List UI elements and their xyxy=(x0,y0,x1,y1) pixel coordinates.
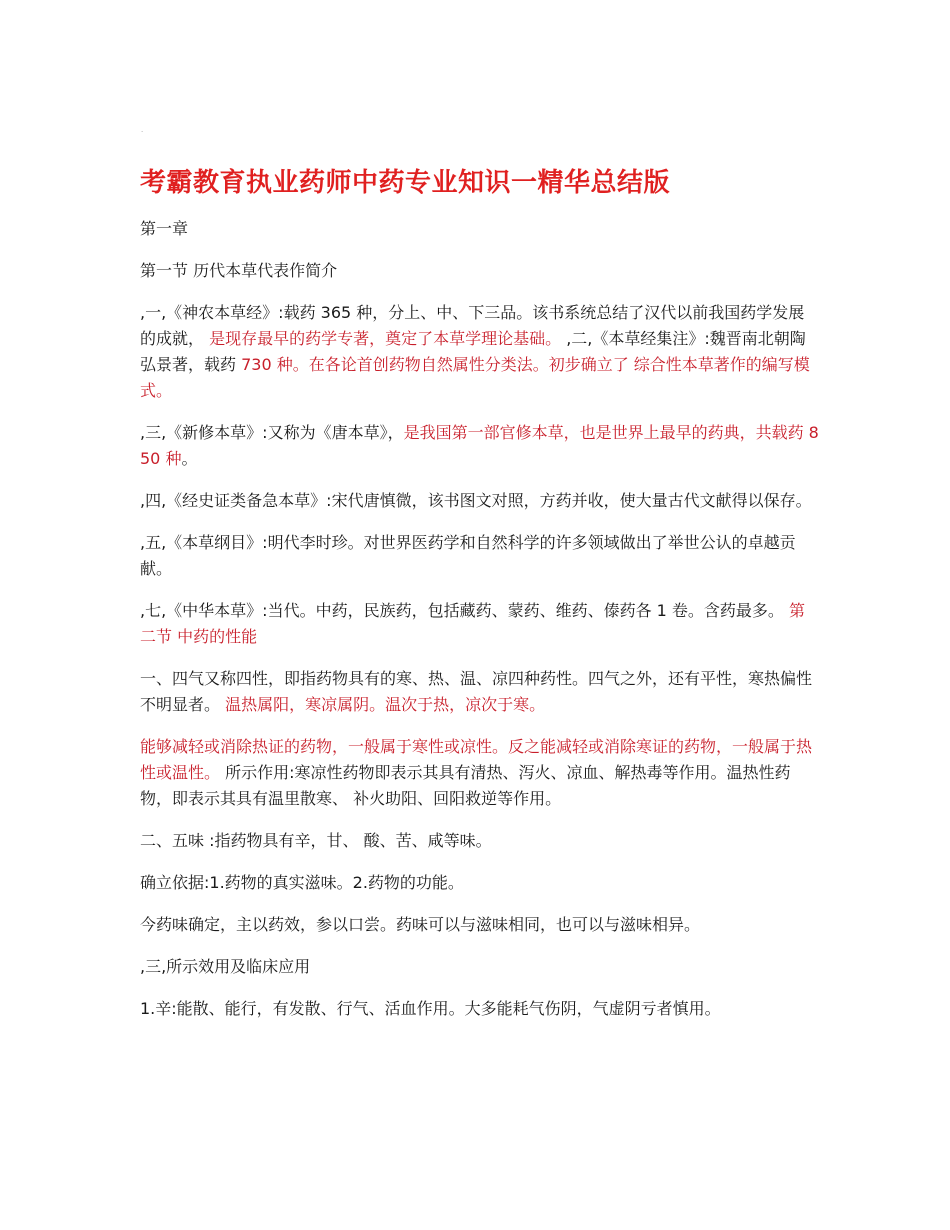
highlight-text: 是我国第一部官修本草，也是世界上最早的药典，共载药 850 种 xyxy=(140,423,819,468)
document-title: 考霸教育执业药师中药专业知识一精华总结版 xyxy=(140,168,671,198)
paragraph-zhonghua xyxy=(140,598,820,650)
paragraph-text: ,一,《神农本草经》:载药 365 种，分上、中、下三品。该书系统总结了汉代以前我国药学发展的成就， xyxy=(140,303,805,348)
paragraph-text: 。 xyxy=(181,449,198,468)
paragraph-text: ,二,《本草经集注》:魏晋南北朝陶弘景著，载药 xyxy=(140,329,806,374)
page-mark: · xyxy=(141,128,144,136)
highlight-text: 温热属阳，寒凉属阴。温次于热，凉次于寒。 xyxy=(225,695,546,714)
document-body xyxy=(140,216,820,1038)
highlight-text: 是现存最早的药学专著，奠定了本草学理论基础。 xyxy=(209,329,562,348)
highlight-text: 能够减轻或消除热证的药物，一般属于寒性或凉性。反之能减轻或消除寒证的药物，一般属于热性或温性。 xyxy=(140,737,813,782)
paragraph-bencao-gangmu: ,五,《本草纲目》:明代李时珍。对世界医药学和自然科学的许多领域做出了举世公认的卓越贡献。 xyxy=(140,533,796,578)
paragraph-jingshi: ,四,《经史证类备急本草》:宋代唐慎微，该书图文对照，方药并收，使大量古代文献得以保存。 xyxy=(140,491,812,510)
paragraph-text: ,三,《新修本草》:又称为《唐本草》， xyxy=(140,423,404,442)
section-heading-inline: 第二节 中药的性能 xyxy=(140,601,806,646)
paragraph-text: ,七,《中华本草》:当代。中药，民族药，包括藏药、蒙药、维药、傣药各 1 卷。含药最多。 xyxy=(140,601,784,620)
section-heading: 第一节 历代本草代表作简介 xyxy=(140,261,338,280)
paragraph-yiju: 确立依据:1.药物的真实滋味。2.药物的功能。 xyxy=(140,873,464,892)
paragraph-xinxiu xyxy=(140,420,820,472)
paragraph-wuwei: 二、五味 :指药物具有辛，甘、 酸、苦、咸等味。 xyxy=(140,831,492,850)
paragraph-text: 所示作用:寒凉性药物即表示其具有清热、泻火、凉血、解热毒等作用。温热性药物，即表示其具有温里散寒、 补火助阳、回阳救逆等作用。 xyxy=(140,763,791,808)
chapter-heading: 第一章 xyxy=(140,219,189,238)
paragraph-siqi xyxy=(140,666,820,718)
paragraph-hanre xyxy=(140,734,820,812)
paragraph-text: 一、四气又称四性，即指药物具有的寒、热、温、凉四种药性。四气之外，还有平性，寒热偏性不明显者。 xyxy=(140,669,813,714)
paragraph-xin: 1.辛:能散、能行，有发散、行气、活血作用。大多能耗气伤阴，气虚阴亏者慎用。 xyxy=(140,999,721,1018)
highlight-text: 730 种。在各论首创药物自然属性分类法。初步确立了 综合性本草著作的编写模式。 xyxy=(140,355,810,400)
paragraph-yaowei: 今药味确定，主以药效，参以口尝。药味可以与滋味相同，也可以与滋味相异。 xyxy=(140,915,701,934)
paragraph-xiaoyong: ,三,所示效用及临床应用 xyxy=(140,957,311,976)
paragraph-shennong xyxy=(140,300,820,404)
